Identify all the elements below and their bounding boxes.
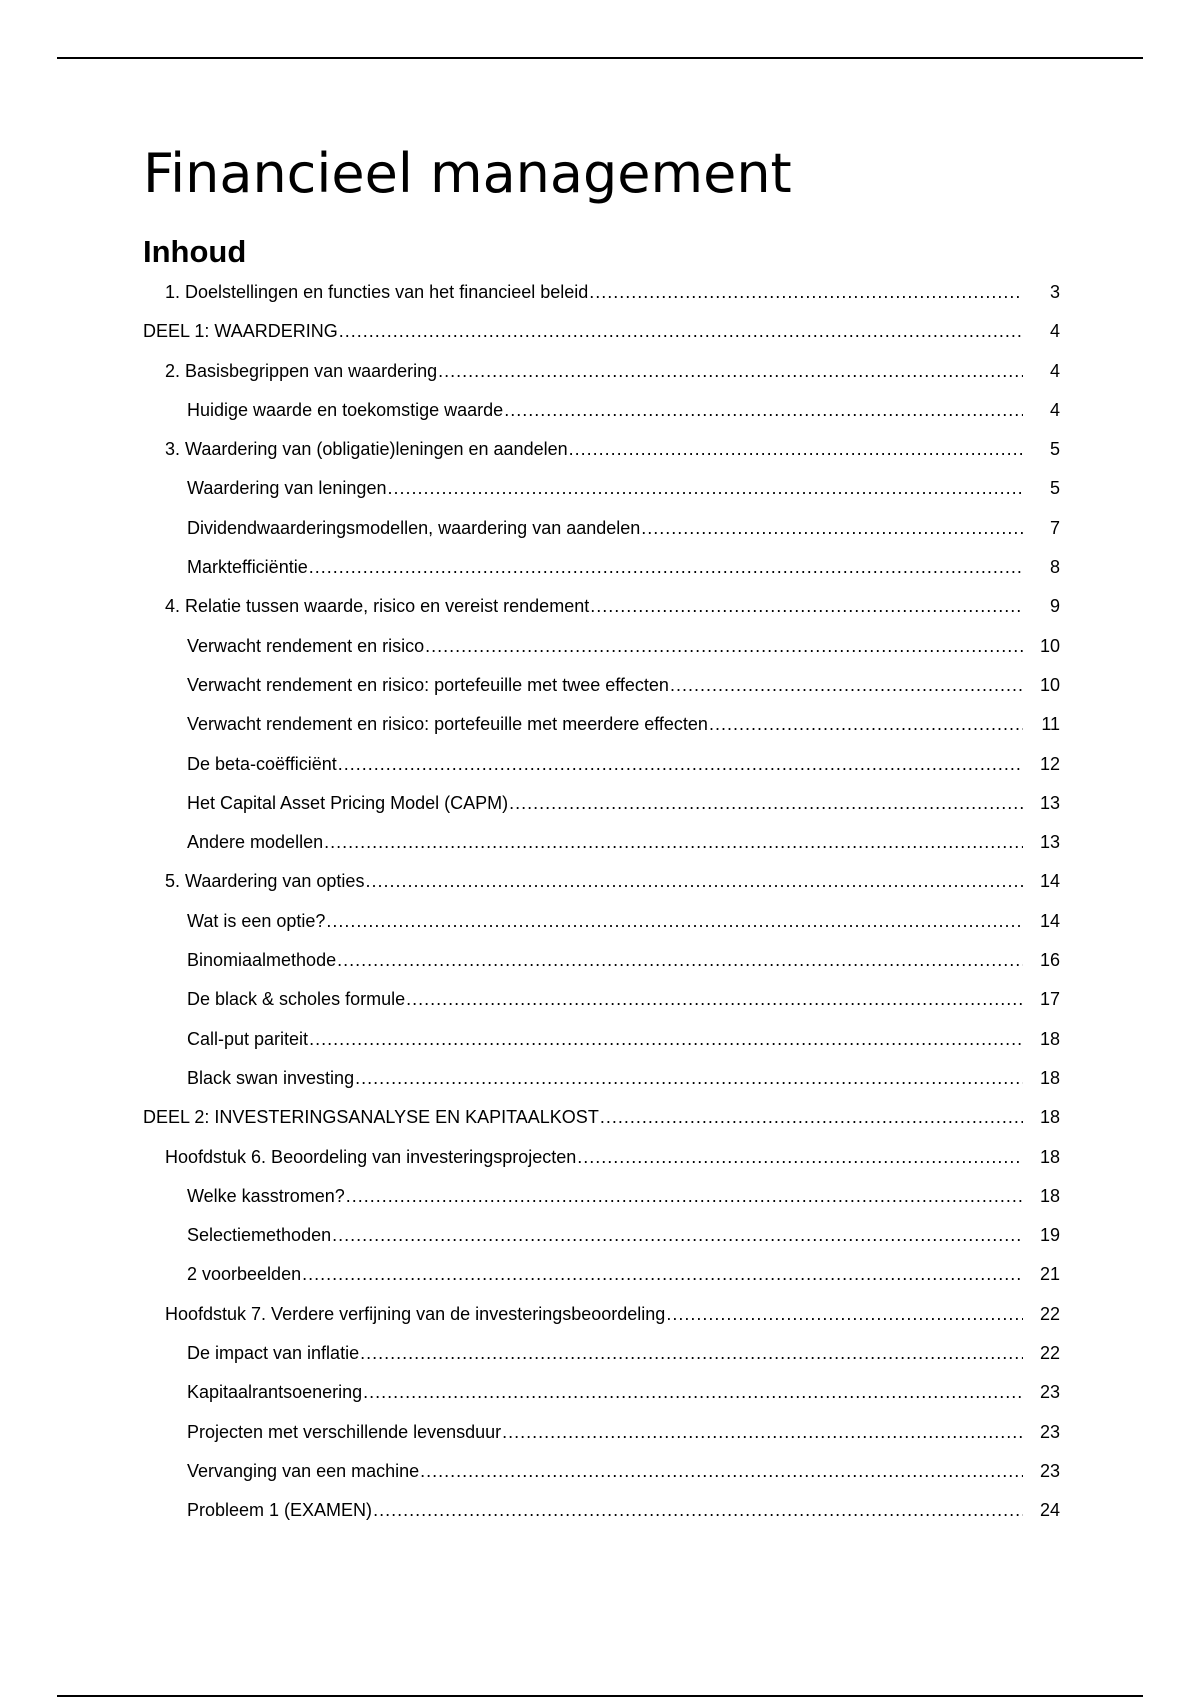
toc-entry[interactable] (0, 714, 1200, 753)
toc-entry[interactable] (0, 871, 1200, 910)
toc-entry-label: DEEL 2: INVESTERINGSANALYSE EN KAPITAALKOST (143, 1107, 599, 1128)
toc-leader-dots (569, 439, 1023, 460)
toc-entry-label: Welke kasstromen? (187, 1185, 345, 1206)
toc-entry[interactable] (0, 989, 1200, 1028)
toc-entry-label: Waardering van leningen (187, 478, 387, 499)
toc-leader-dots (670, 675, 1023, 696)
toc-entry-label: Wat is een optie? (187, 910, 326, 931)
toc-entry-page: 4 (1049, 399, 1060, 420)
toc-entry-page: 23 (1039, 1460, 1060, 1481)
toc-entry-page: 18 (1039, 1146, 1060, 1167)
toc-leader-dots (309, 557, 1023, 578)
toc-leader-dots (326, 911, 1023, 932)
toc-entry-label: 1. Doelstellingen en functies van het financieel beleid (165, 282, 589, 302)
toc-entry[interactable] (0, 478, 1200, 517)
toc-entry-label: Verwacht rendement en risico (187, 635, 425, 656)
toc-entry-page: 18 (1039, 1107, 1060, 1128)
toc-entry-label: Call-put pariteit (187, 1028, 309, 1049)
toc-entry-page: 17 (1039, 989, 1060, 1010)
toc-entry[interactable] (0, 636, 1200, 675)
toc-entry-label: De impact van inflatie (187, 1343, 360, 1364)
toc-entry[interactable] (0, 321, 1200, 360)
toc-entry-page: 18 (1039, 1067, 1060, 1088)
toc-entry-page: 13 (1039, 792, 1060, 813)
toc-entry[interactable] (0, 832, 1200, 871)
toc-entry-page: 14 (1039, 910, 1060, 931)
toc-leader-dots (641, 518, 1023, 539)
toc-entry-page: 23 (1039, 1421, 1060, 1442)
toc-leader-dots (363, 1382, 1023, 1403)
toc-entry-label: Verwacht rendement en risico: portefeuille met twee effecten (187, 674, 669, 695)
toc-entry-page: 4 (1049, 360, 1060, 381)
toc-entry-page: 24 (1039, 1500, 1060, 1521)
toc-entry[interactable] (0, 1186, 1200, 1225)
toc-entry[interactable] (0, 282, 1200, 321)
toc-entry-page: 5 (1049, 478, 1060, 499)
toc-entry-label: Binomiaalmethode (187, 950, 337, 971)
toc-leader-dots (302, 1264, 1023, 1285)
toc-leader-dots (438, 361, 1023, 382)
toc-entry-label: Probleem 1 (EXAMEN) (187, 1500, 373, 1521)
toc-entry-label: De black & scholes formule (187, 989, 406, 1010)
toc-entry-label: Vervanging van een machine (187, 1460, 420, 1481)
toc-leader-dots (666, 1304, 1023, 1325)
toc-leader-dots (420, 1461, 1023, 1482)
toc-entry-page: 13 (1039, 832, 1060, 853)
toc-entry-page: 16 (1039, 950, 1060, 971)
toc-entry-label: DEEL 1: WAARDERING (143, 321, 338, 342)
toc-entry-page: 14 (1039, 871, 1060, 892)
toc-leader-dots (406, 989, 1023, 1010)
toc-leader-dots (360, 1343, 1023, 1364)
toc-entry-page: 10 (1039, 674, 1060, 695)
toc-leader-dots (590, 596, 1023, 617)
toc-leader-dots (709, 714, 1023, 735)
header-rule (57, 57, 1143, 59)
toc-entry[interactable] (0, 675, 1200, 714)
toc-leader-dots (504, 400, 1023, 421)
toc-entry-page: 4 (1049, 321, 1060, 342)
toc-leader-dots (365, 871, 1023, 892)
toc-entry-page: 23 (1039, 1382, 1060, 1403)
toc-leader-dots (337, 950, 1023, 971)
toc-entry[interactable] (0, 1264, 1200, 1303)
toc-entry[interactable] (0, 400, 1200, 439)
toc-entry[interactable] (0, 793, 1200, 832)
toc-entry[interactable] (0, 1461, 1200, 1500)
toc-leader-dots (339, 321, 1023, 342)
toc-leader-dots (346, 1186, 1023, 1207)
toc-leader-dots (355, 1068, 1023, 1089)
table-of-contents (0, 282, 1200, 1540)
toc-entry-page: 12 (1039, 753, 1060, 774)
toc-entry[interactable] (0, 911, 1200, 950)
toc-entry-page: 10 (1039, 635, 1060, 656)
toc-entry-label: Andere modellen (187, 832, 324, 853)
toc-entry[interactable] (0, 1068, 1200, 1107)
toc-entry[interactable] (0, 1107, 1200, 1146)
toc-entry-page: 3 (1049, 282, 1060, 302)
toc-entry-label: Kapitaalrantsoenering (187, 1382, 363, 1403)
toc-entry[interactable] (0, 596, 1200, 635)
toc-entry-page: 8 (1049, 557, 1060, 578)
toc-entry-page: 18 (1039, 1028, 1060, 1049)
toc-entry-page: 9 (1049, 596, 1060, 617)
toc-entry-label: Hoofdstuk 7. Verdere verfijning van de investeringsbeoordeling (165, 1303, 666, 1324)
toc-leader-dots (373, 1500, 1023, 1521)
toc-entry[interactable] (0, 1147, 1200, 1186)
toc-leader-dots (324, 832, 1023, 853)
toc-entry-label: 3. Waardering van (obligatie)leningen en aandelen (165, 439, 568, 460)
toc-entry-label: 5. Waardering van opties (165, 871, 365, 892)
toc-entry-page: 22 (1039, 1303, 1060, 1324)
toc-entry-page: 19 (1039, 1225, 1060, 1246)
toc-entry-label: 4. Relatie tussen waarde, risico en vereist rendement (165, 596, 590, 617)
toc-leader-dots (600, 1107, 1023, 1128)
toc-entry-label: Selectiemethoden (187, 1225, 332, 1246)
toc-leader-dots (332, 1225, 1023, 1246)
toc-leader-dots (502, 1422, 1023, 1443)
toc-leader-dots (509, 793, 1023, 814)
toc-entry-page: 18 (1039, 1185, 1060, 1206)
toc-leader-dots (338, 754, 1023, 775)
toc-entry-label: Verwacht rendement en risico: portefeuille met meerdere effecten (187, 714, 708, 735)
toc-entry-label: De beta-coëfficiënt (187, 753, 337, 774)
toc-entry-label: 2. Basisbegrippen van waardering (165, 360, 438, 381)
toc-leader-dots (309, 1029, 1023, 1050)
document-title: Financieel management (143, 142, 792, 205)
toc-entry-page: 5 (1049, 439, 1060, 460)
toc-heading: Inhoud (143, 234, 247, 269)
toc-entry-page: 21 (1039, 1264, 1060, 1285)
toc-entry-label: Marktefficiëntie (187, 557, 308, 578)
toc-entry[interactable] (0, 1382, 1200, 1421)
footer-rule (57, 1695, 1143, 1697)
toc-leader-dots (425, 636, 1023, 657)
toc-entry[interactable] (0, 518, 1200, 557)
toc-entry-label: Het Capital Asset Pricing Model (CAPM) (187, 792, 509, 813)
toc-leader-dots (577, 1147, 1023, 1168)
toc-entry[interactable] (0, 1343, 1200, 1382)
toc-entry[interactable] (0, 1500, 1200, 1539)
toc-entry[interactable] (0, 1422, 1200, 1461)
toc-entry[interactable] (0, 557, 1200, 596)
toc-entry[interactable] (0, 1029, 1200, 1068)
toc-entry-page: 7 (1049, 517, 1060, 538)
toc-entry[interactable] (0, 439, 1200, 478)
toc-entry-label: Huidige waarde en toekomstige waarde (187, 399, 504, 420)
toc-entry-label: Hoofdstuk 6. Beoordeling van investeringsprojecten (165, 1146, 577, 1167)
toc-entry-page: 22 (1039, 1343, 1060, 1364)
toc-entry-label: 2 voorbeelden (187, 1264, 302, 1285)
toc-entry-page: 11 (1041, 714, 1060, 735)
toc-leader-dots (589, 282, 1023, 303)
toc-entry-label: Dividendwaarderingsmodellen, waardering van aandelen (187, 517, 641, 538)
toc-entry[interactable] (0, 1225, 1200, 1264)
toc-entry[interactable] (0, 1304, 1200, 1343)
toc-entry-label: Black swan investing (187, 1067, 355, 1088)
toc-entry[interactable] (0, 754, 1200, 793)
toc-entry-label: Projecten met verschillende levensduur (187, 1421, 502, 1442)
toc-entry[interactable] (0, 361, 1200, 400)
toc-leader-dots (387, 478, 1023, 499)
toc-entry[interactable] (0, 950, 1200, 989)
